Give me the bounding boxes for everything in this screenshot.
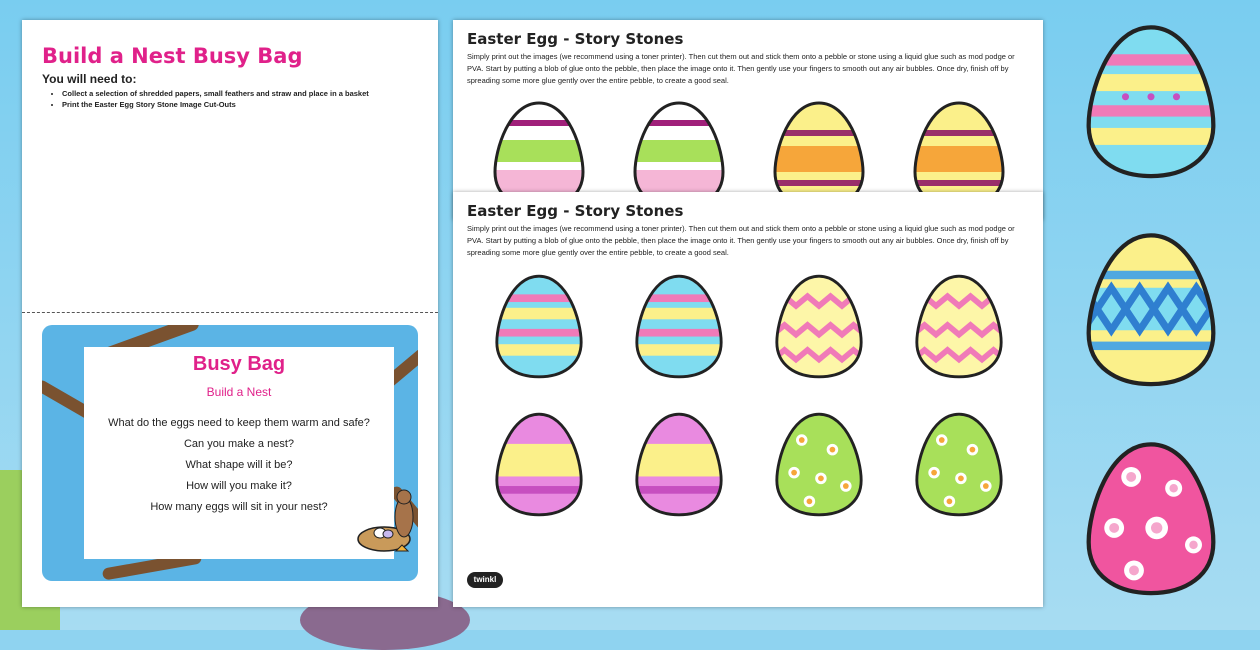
sheet-instructions: Simply print out the images (we recommend using a toner printer). Then cut them out and stick them onto a pebble or stone using a liquid glue such as mod podge or PVA. Start by putting a blob of glue onto the pebble, then place the image onto it. Then gently use your fingers to smooth out any air bubbles. Once dry, finish off by spreading some more glue gently over the entire pebble, to create a good seal. [467, 224, 1015, 257]
card-content [84, 347, 394, 559]
egg-zigzag-yellow-icon [773, 272, 865, 380]
egg-blue-stripes-icon [1083, 15, 1219, 187]
page-title: Build a Nest Busy Bag [42, 44, 303, 68]
egg-diamond-blue-icon [1083, 220, 1219, 398]
egg-blue-stripes-icon [493, 272, 585, 380]
question: What shape will it be? [185, 459, 293, 471]
list-item: • Collect a selection of shredded papers, small feathers and straw and place in a basket [62, 88, 369, 99]
story-stones-sheet-front [453, 192, 1043, 607]
egg-purple-yellow-icon [493, 410, 585, 518]
story-stones-sheet-back [453, 20, 1043, 220]
egg-pink-dots-icon [1083, 428, 1219, 608]
list-item: • Print the Easter Egg Story Stone Image Cut-Outs [62, 99, 369, 110]
twinkl-logo: twinkl [467, 572, 503, 588]
question: What do the eggs need to keep them warm and safe? [108, 417, 370, 429]
nest-busy-bag-page [22, 20, 438, 607]
need-heading: You will need to: [42, 72, 137, 86]
question: Can you make a nest? [183, 438, 295, 450]
question: How many eggs will sit in your nest? [150, 501, 328, 513]
sheet-instructions: Simply print out the images (we recommend using a toner printer). Then cut them out and stick them onto a pebble or stone using a liquid glue such as mod podge or PVA. Start by putting a blob of glue onto the pebble, then place the image onto it. Then gently use your fingers to smooth out any air bubbles. Once dry, finish off by spreading some more glue gently over the entire pebble, to create a good seal. [467, 52, 1015, 85]
egg-green-dots-icon [913, 410, 1005, 518]
busy-bag-card [42, 325, 418, 581]
egg-purple-yellow-icon [633, 410, 725, 518]
sheet-title: Easter Egg - Story Stones [467, 202, 684, 220]
materials-list [62, 88, 369, 110]
duck-nest-illustration [356, 487, 416, 557]
question: How will you make it? [186, 480, 292, 492]
egg-blue-stripes-icon [633, 272, 725, 380]
card-title: Busy Bag [192, 353, 286, 375]
card-subtitle: Build a Nest [206, 385, 272, 399]
cut-line [22, 312, 438, 313]
sheet-title: Easter Egg - Story Stones [467, 30, 684, 48]
egg-green-dots-icon [773, 410, 865, 518]
egg-zigzag-yellow-icon [913, 272, 1005, 380]
